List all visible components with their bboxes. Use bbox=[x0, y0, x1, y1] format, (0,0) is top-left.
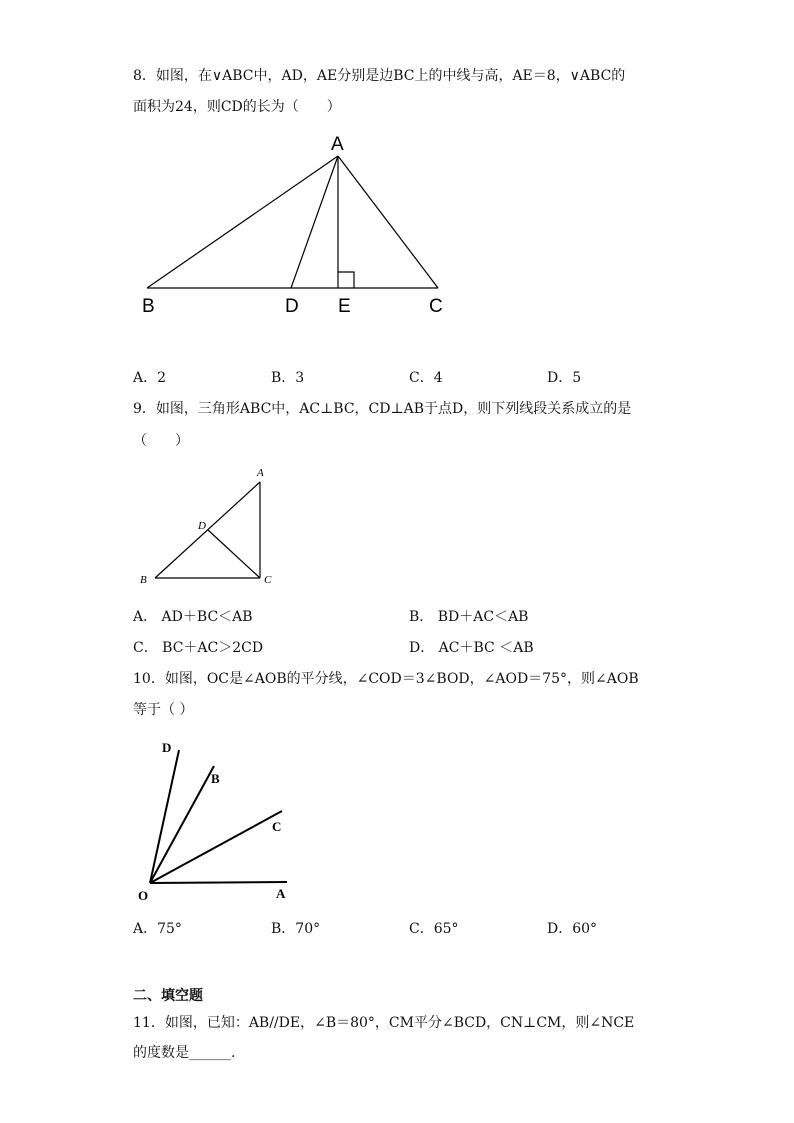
section-title-fill-in: 二、填空题 bbox=[133, 988, 203, 1004]
q8-label-b: B bbox=[142, 296, 155, 317]
q10-option-c[interactable]: C．65° bbox=[409, 921, 459, 937]
q8-option-c[interactable]: C．4 bbox=[409, 370, 443, 386]
q8-label-a: A bbox=[331, 134, 344, 155]
q10-option-d[interactable]: D．60° bbox=[547, 921, 598, 937]
q11-text-line1: 11．如图，已知：AB//DE，∠B＝80°，CM平分∠BCD，CN⊥CM，则∠NCE bbox=[133, 1015, 635, 1031]
q8-triangle-figure bbox=[147, 156, 438, 288]
q8-option-d[interactable]: D．5 bbox=[547, 370, 582, 386]
q10-option-a[interactable]: A．75° bbox=[133, 921, 182, 937]
q9-text-line2: （ ） bbox=[133, 433, 189, 449]
q9-triangle-figure bbox=[155, 482, 260, 578]
q10-label-a: A bbox=[276, 886, 286, 901]
q10-option-b[interactable]: B．70° bbox=[271, 921, 321, 937]
q8-text-line1: 8．如图，在∨ABC中，AD，AE分别是边BC上的中线与高，AE＝8，∨ABC的 bbox=[133, 68, 626, 84]
q10-label-b: B bbox=[211, 771, 220, 786]
q10-text-line2: 等于（ ） bbox=[133, 702, 194, 718]
q10-text-line1: 10．如图，OC是∠AOB的平分线，∠COD＝3∠BOD，∠AOD＝75°，则∠AOB bbox=[133, 671, 639, 687]
q10-label-d: D bbox=[162, 740, 172, 755]
q10-angle-figure bbox=[150, 750, 287, 883]
q8-label-d: D bbox=[285, 296, 299, 317]
q8-text-line2: 面积为24，则CD的长为（ ） bbox=[133, 99, 341, 115]
q9-text-line1: 9．如图，三角形ABC中，AC⊥BC，CD⊥AB于点D，则下列线段关系成立的是 bbox=[133, 401, 632, 417]
q8-option-a[interactable]: A．2 bbox=[133, 370, 167, 386]
q9-option-c[interactable]: C． BC＋AC＞2CD bbox=[133, 640, 264, 656]
q8-label-e: E bbox=[338, 296, 351, 317]
q10-label-o: O bbox=[138, 888, 149, 903]
q8-option-b[interactable]: B．3 bbox=[271, 370, 305, 386]
q9-label-b: B bbox=[140, 574, 147, 586]
q11-text-line2: 的度数是______. bbox=[133, 1045, 236, 1061]
q9-option-a[interactable]: A． AD＋BC＜AB bbox=[133, 609, 253, 625]
q9-label-c: C bbox=[264, 574, 272, 586]
q9-label-d: D bbox=[198, 520, 206, 532]
q9-option-d[interactable]: D． AC＋BC ＜AB bbox=[409, 640, 534, 656]
q9-label-a: A bbox=[257, 467, 264, 479]
q10-label-c: C bbox=[272, 819, 282, 834]
q8-label-c: C bbox=[429, 296, 443, 317]
q9-option-b[interactable]: B． BD＋AC＜AB bbox=[409, 609, 529, 625]
